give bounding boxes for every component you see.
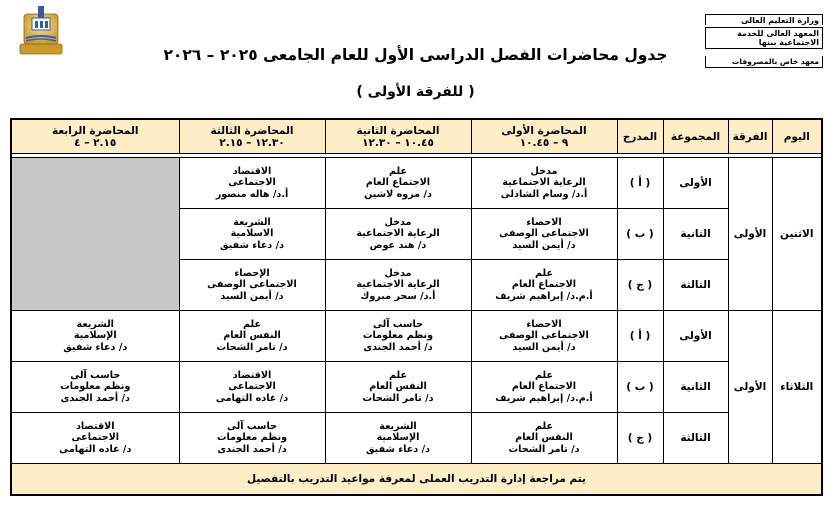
lecture-cell: الشريعة الإسلامية د/ دعاء شفيق [11, 311, 179, 362]
lecture-cell: الشريعة الاسلامية د/ دعاء شفيق [179, 209, 325, 260]
lecture-cell: حاسب آلى ونظم معلومات د/ أحمد الجندى [325, 311, 471, 362]
hall-cell: ( ج ) [617, 260, 663, 311]
col-header-day: اليوم [772, 119, 822, 154]
schedule-table [10, 118, 823, 496]
group-cell: الأولى [663, 158, 728, 209]
footer-notice: يتم مراجعة إدارة التدريب العملى لمعرفة مواعيد التدريب بالتفصيل [11, 464, 822, 496]
group-cell: الثانية [663, 209, 728, 260]
col-header-class: الفرقة [728, 119, 772, 154]
hall-cell: ( ج ) [617, 413, 663, 464]
lecture-cell: الإحصاء الاجتماعى الوصفى د/ أيمن السيد [179, 260, 325, 311]
table-row [11, 311, 822, 362]
lecture-cell: مدخل الرعاية الاجتماعية د/ هند عوض [325, 209, 471, 260]
lecture-cell: علم النفس العام د/ تامر الشحات [325, 362, 471, 413]
lecture-cell: الاقتصاد الاجتماعى د/ غاده التهامى [179, 362, 325, 413]
ministry-name: وزارة التعليم العالى [705, 14, 823, 25]
lecture-cell: علم الاجتماع العام أ.م.د/ إبراهيم شريف [471, 260, 617, 311]
col-header-lecture-1: المحاضرة الأولى ٩ – ١٠.٤٥ [471, 119, 617, 154]
class-cell: الأولى [728, 158, 772, 311]
lecture-cell: علم الاجتماع العام د/ مروه لاشين [325, 158, 471, 209]
col-header-lecture-4: المحاضرة الرابعة ٢.١٥ – ٤ [11, 119, 179, 154]
day-cell: الثلاثاء [772, 311, 822, 464]
hall-cell: ( ب ) [617, 362, 663, 413]
header-row [11, 119, 822, 154]
page-title: جدول محاضرات الفصل الدراسى الأول للعام الجامعى ٢٠٢٥ – ٢٠٢٦ [163, 46, 668, 64]
hall-cell: ( أ ) [617, 158, 663, 209]
lecture-cell: حاسب آلى ونظم معلومات د/ أحمد الجندى [11, 362, 179, 413]
group-cell: الثالثة [663, 260, 728, 311]
lecture-cell: الاقتصاد الاجتماعى د/ غاده التهامى [11, 413, 179, 464]
day-cell: الاثنين [772, 158, 822, 311]
col-header-lecture-3: المحاضرة الثالثة ١٢.٣٠ – ٢.١٥ [179, 119, 325, 154]
lecture-cell: علم الاجتماع العام أ.م.د/ إبراهيم شريف [471, 362, 617, 413]
table-row [11, 362, 822, 413]
institute-type: معهد خاص بالمصروفات [705, 56, 823, 68]
hall-cell: ( ب ) [617, 209, 663, 260]
institute-name: المعهد العالى للخدمة الاجتماعية ببنها [705, 27, 823, 49]
lecture-cell: الاحصاء الاجتماعى الوصفى د/ أيمن السيد [471, 209, 617, 260]
table-row [11, 413, 822, 464]
lecture-cell: الاحصاء الاجتماعى الوصفى د/ أيمن السيد [471, 311, 617, 362]
empty-lecture-block [11, 158, 179, 311]
table-row [11, 158, 822, 209]
class-cell: الأولى [728, 311, 772, 464]
lecture-cell: علم النفس العام د/ تامر الشحات [179, 311, 325, 362]
lecture-cell: الاقتصاد الاجتماعى أ.د/ هاله منصور [179, 158, 325, 209]
lecture-cell: مدخل الرعاية الاجتماعية أ.د/ سحر مبروك [325, 260, 471, 311]
col-header-group: المجموعة [663, 119, 728, 154]
col-header-lecture-2: المحاضرة الثانية ١٠.٤٥ – ١٢.٣٠ [325, 119, 471, 154]
page-subtitle: ( للفرقة الأولى ) [356, 84, 475, 100]
group-cell: الأولى [663, 311, 728, 362]
lecture-cell: حاسب آلى ونظم معلومات د/ أحمد الجندى [179, 413, 325, 464]
lecture-cell: علم النفس العام د/ تامر الشحات [471, 413, 617, 464]
group-cell: الثالثة [663, 413, 728, 464]
lecture-cell: الشريعة الإسلامية د/ دعاء شفيق [325, 413, 471, 464]
col-header-hall: المدرج [617, 119, 663, 154]
group-cell: الثانية [663, 362, 728, 413]
hall-cell: ( أ ) [617, 311, 663, 362]
lecture-cell: مدخل الرعاية الاجتماعية أ.د/ وسام الشاذلى [471, 158, 617, 209]
